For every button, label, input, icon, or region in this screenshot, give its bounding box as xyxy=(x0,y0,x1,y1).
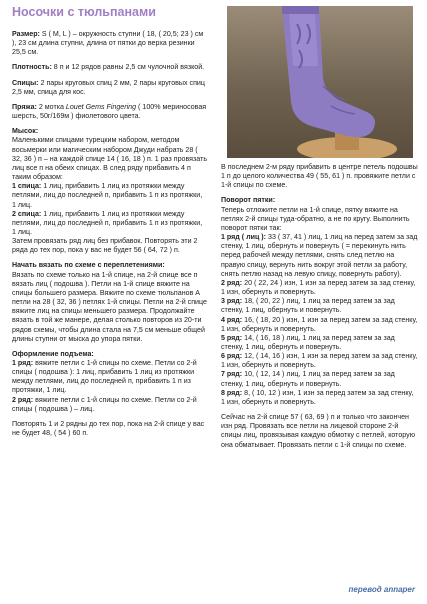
heel-row xyxy=(221,389,419,407)
instep-row2-label: 2 ряд: xyxy=(12,395,34,404)
heel-row xyxy=(221,316,419,334)
needles-text: 2 пары круговых спиц 2 мм, 2 пары круговых спиц 2,5 мм, спица для кос. xyxy=(12,78,205,96)
toe-outro: Затем провязать ряд лиц без прибавок. Повторять эти 2 ряда до тех пор, пока у вас не будет 56 ( 64, 72 ) п. xyxy=(12,237,198,255)
heel-intro: Теперь отложите петли на 1-й спице, пятку вяжите на петлях 2-й спицы туда-обратно, а не по кругу. Выполнить поворот пятки так: xyxy=(221,205,410,232)
heel-row-text: 16, ( 18, 20 ) изн, 1 изн за перед затем за зад стенку, 1 изн, обернуть и повернуть. xyxy=(221,315,418,333)
heel-row-text: 18, ( 20, 22 ) лиц, 1 лиц за перед затем за зад стенку, 1 лиц, обернуть и повернуть. xyxy=(221,297,395,315)
heel-row-label: 2 ряд: xyxy=(221,278,243,287)
sock-photo xyxy=(227,6,413,158)
right-column xyxy=(221,163,419,456)
instep-section xyxy=(12,350,208,414)
left-column xyxy=(12,30,208,444)
heel-header: Поворот пятки: xyxy=(221,196,276,205)
gauge-label: Плотность: xyxy=(12,63,52,72)
gauge-text: 8 п и 12 рядов равны 2,5 см чулочной вязкой. xyxy=(51,63,205,72)
toe-needle2-text: 1 лиц, прибавить 1 лиц из протяжки между петлями, лиц до последней п, прибавить 1 п из протяжки, 1 лиц. xyxy=(12,209,203,236)
instep-outro: Повторять 1 и 2 рядны до тех пор, пока на 2-й спице у вас не будет 48, ( 54 ) 60 п. xyxy=(12,419,205,438)
heel-row-text: 20 ( 22, 24 ) изн, 1 изн за перед затем за зад стенку, 1 изн, обернуть и повернуть. xyxy=(221,278,416,297)
toe-intro: Маленькими спицами турецким набором, методом восьмерки или магическим набором Джуди набрать 28 ( 32, 36 ) п – на каждой спице 14 ( 16, 18 ) п. 1 раз провязать лиц все п на обеих спицах. В след ряду прибавить 4 п таким образом: xyxy=(12,136,208,182)
toe-section xyxy=(12,127,208,255)
heel-rows xyxy=(221,233,419,407)
heel-row-label: 4 ряд: xyxy=(221,315,243,324)
pattern-section xyxy=(12,261,208,343)
heel-row-text: 12, ( 14, 16 ) изн, 1 изн за перед затем за зад стенку, 1 изн, обернуть и повернуть. xyxy=(221,352,418,370)
instep-header: Оформление подъема: xyxy=(12,349,94,358)
toe-header: Мысок: xyxy=(12,127,39,136)
needles-label: Спицы: xyxy=(12,78,39,87)
heel-row-label: 6 ряд: xyxy=(221,352,243,361)
size-text: S ( M, L ) – окружность ступни ( 18, ( 20,5; 23 ) см ), 23 см длина ступни, длина от пятки до верха резинки 25,5 см. xyxy=(12,30,204,57)
heel-row-label: 5 ряд: xyxy=(221,333,243,342)
heel-outro: Сейчас на 2-й спице 57 ( 63, 69 ) п и только что закончен изн ряд. Провязать все петли на лицевой стороне 2-й спицы лиц, провязывая каждую обмотку с петлей, которую она обматывает. Провязать петли с 1-й спицы по схеме. xyxy=(221,413,416,449)
sock-illustration xyxy=(227,6,413,158)
heel-row-label: 8 ряд: xyxy=(221,388,243,397)
heel-row-label: 1 ряд ( лиц ): xyxy=(221,233,267,242)
heel-row-text: 14, ( 16, 18 ) лиц, 1 лиц за перед затем за зад стенку, 1 лиц, обернуть и повернуть. xyxy=(221,333,395,351)
pattern-header: Начать вязать по схеме с переплетениями: xyxy=(12,261,165,270)
yarn-text-post: ( 100% мериносовая шерсть, 50г/169м ) фиолетового цвета. xyxy=(12,102,207,121)
heel-row xyxy=(221,233,419,279)
heel-row-text: 10, ( 12, 14 ) лиц, 1 лиц за перед затем за зад стенку, 1 лиц, обернуть и повернуть. xyxy=(221,370,395,388)
translation-credit: перевод annaper xyxy=(348,585,415,594)
instep-row2-text: вяжите петли с 1-й спицы по схеме. Петли со 2-й спицы ( подошва ) – лиц. xyxy=(12,395,197,413)
heel-row-text: 33 ( 37, 41 ) лиц, 1 лиц на перед затем за зад стенку, 1 лиц, обернуть и повернуть ( = перекинуть нить перед рабочей между петлями, снять след петлю на правую спицу, вернуть нить вокруг этой петли за работу, снять петлю назад на левую спицу, повернуть работу). xyxy=(221,233,418,278)
toe-needle2-label: 2 спица: xyxy=(12,209,42,218)
heel-row xyxy=(221,352,419,370)
after-rows-text: В последнем 2-м ряду прибавить в центре петель подошвы 1 п до целого количества 49 ( 55, 61 ) п. провяжите петли с 1-й спицы по схеме. xyxy=(221,163,418,190)
heel-row xyxy=(221,279,419,297)
page-title: Носочки с тюльпанами xyxy=(12,5,156,19)
heel-row xyxy=(221,334,419,352)
toe-needle1-text: 1 лиц, прибавить 1 лиц из протяжки между петлями, лиц до последней п, прибавить 1 п из протяжки, 1 лиц. xyxy=(12,182,203,209)
heel-row xyxy=(221,370,419,388)
instep-row1-text: вяжите петли с 1-й спицы по схеме. Петли со 2-й спицы ( подошва ): 1 лиц, прибавить 1 лиц из протяжки между петлями, лиц до последней п, прибавить 1 п из протяжки, 1 лиц. xyxy=(12,359,197,395)
heel-row-label: 3 ряд: xyxy=(221,297,243,306)
needles-section xyxy=(12,79,208,97)
instep-row1-label: 1 ряд: xyxy=(12,359,34,367)
size-section xyxy=(12,30,208,57)
yarn-brand: Louet Gems Fingering xyxy=(65,102,137,111)
pattern-text: Вязать по схеме только на 1-й спице, на 2-й спице все п вязать лиц ( подошва ). Петли на 1-й спице вяжите на спицы большего размера. Вяжите по схеме тюльпанов А петли на 28 ( 32, 36 ) петлях 1-й спицы. Петли на 2-й спице вяжите лиц на спицы меньшего размера. Продолжайте вязать в той же манере, делая столько повторов из 20-ти рядов схемы, чтобы длина стала на 7,5 см меньше общей длины ступни от мыска до упора пятки. xyxy=(12,270,207,343)
gauge-section xyxy=(12,63,208,72)
heel-row xyxy=(221,297,419,315)
yarn-text-pre: 2 мотка xyxy=(36,102,66,111)
yarn-section xyxy=(12,103,208,121)
heel-row-text: 8, ( 10, 12 ) изн, 1 изн за перед затем за зад стенку, 1 изн, обернуть и повернуть. xyxy=(221,388,414,406)
heel-section xyxy=(221,196,419,233)
heel-row-label: 7 ряд: xyxy=(221,370,243,379)
size-label: Размер: xyxy=(12,30,40,38)
yarn-label: Пряжа: xyxy=(12,102,37,111)
toe-needle1-label: 1 спица: xyxy=(12,182,42,191)
